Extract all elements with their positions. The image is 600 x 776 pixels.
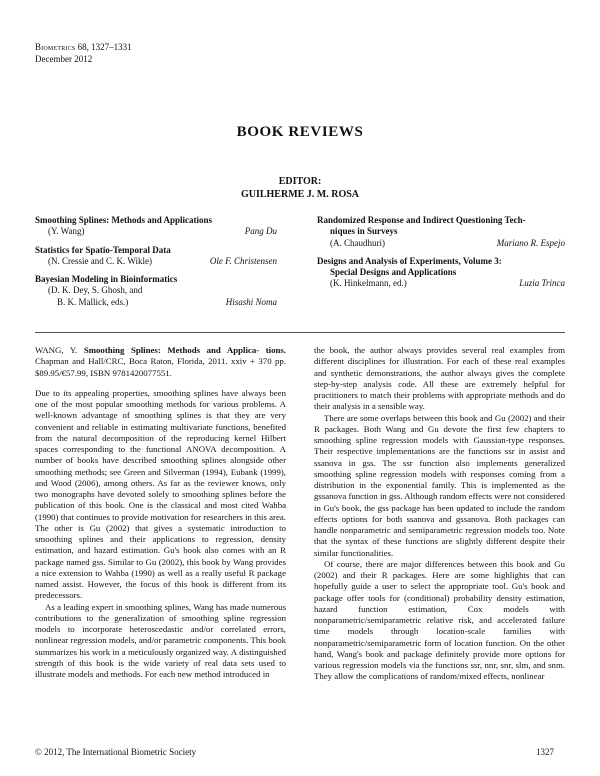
toc-author: (K. Hinkelmann, ed.) bbox=[330, 278, 407, 289]
editor-name: GUILHERME J. M. ROSA bbox=[240, 189, 360, 200]
toc-title: Smoothing Splines: Methods and Applications bbox=[35, 215, 213, 225]
body-right-column bbox=[314, 345, 565, 683]
toc-reviewer: Pang Du bbox=[244, 226, 277, 237]
toc-title: Bayesian Modeling in Bioinformatics bbox=[35, 274, 178, 285]
toc-author: (D. K. Dey, S. Ghosh, and bbox=[48, 285, 143, 296]
toc-entry bbox=[317, 256, 565, 290]
toc-reviewer: Mariano R. Espejo bbox=[496, 237, 565, 248]
toc-title-cont: niques in Surveys bbox=[330, 226, 398, 237]
body-left-column bbox=[35, 345, 286, 680]
citation-author: WANG, Y. bbox=[35, 345, 78, 355]
paragraph: As a leading expert in smoothing splines, Wang has made numerous contributions to the generalization of smoothing spline regression models to incorporate heteroscedastic and/or correlated errors, nonlinear regression models, and/or parametric components. This book summarizes his work in a meticulously organized way. A distinguished strength of this book is the wide variety of real data sets used to illustrate models and methods. For each new method introduced in bbox=[35, 601, 286, 679]
toc-author-cont: B. K. Mallick, eds.) bbox=[57, 296, 129, 307]
toc-author: (N. Cressie and C. K. Wikle) bbox=[48, 255, 152, 266]
volume-pages: 68, 1327–1331 bbox=[77, 42, 132, 52]
paragraph: There are some overlaps between this book and Gu (2002) and their R packages. Both Wang and Gu devote the first few chapters to smoothing spline regression models with Gaussian-type responses. Their respective implementations are the functions ssr in assist and ssanova in gss. The ssr function also implements generalized smoothing spline regression models with responses coming from a distribution in the exponential family. This is implemented as the gssanova function in gss. Although random effects were not considered in Gu's book, the gss package has been updated to include the random effects options for both ssanova and gssanova. Both packages can handle nonparametric and semiparametric regression models too. Note that the syntax of these functions are slightly different despite their similar functionalities. bbox=[314, 412, 565, 558]
section-divider bbox=[35, 332, 565, 333]
toc-title: Designs and Analysis of Experiments, Volume 3: bbox=[317, 255, 502, 266]
journal-header bbox=[35, 41, 132, 65]
toc-reviewer: Ole F. Christensen bbox=[209, 255, 277, 266]
paragraph: the book, the author always provides several real examples from different disciplines for illustration. For each of these real examples and synthetic demonstrations, the author always gives the complete step-by-step analysis code. All these are extremely helpful for practitioners to match their problems with appropriate methods and do their analysis in a sensible way. bbox=[314, 345, 565, 412]
toc-entry bbox=[317, 215, 565, 249]
citation-details: Chapman and Hall/CRC, Boca Raton, Florida, 2011. xxiv + 370 pp. $89.95/€57.99, ISBN 9781420077551. bbox=[35, 356, 286, 378]
journal-name: Biometrics bbox=[35, 42, 76, 52]
paragraph: Of course, there are major differences between this book and Gu (2002) and their R packages. Here are some highlights that can hopefully guide a user to select the appropriate tool. Gu's book and package offer tools for (conditional) probability density estimation, hazard function estimation, Cox models with nonparametric/semiparametric relative risk, and accelerated failure time models through location-scale families with nonparametric/semiparametric form of location function. On the other hand, Wang's book and package definitely provide more options for various regression models via the functions ssr, nnr, snr, slm, and snm. They allow the complications of random/mixed effects, nonlinear bbox=[314, 558, 565, 682]
page-number: 1327 bbox=[536, 747, 554, 757]
toc-title: Statistics for Spatio-Temporal Data bbox=[35, 244, 171, 255]
page-title: BOOK REVIEWS bbox=[236, 124, 364, 140]
toc-entry bbox=[35, 245, 277, 268]
editor-label: EDITOR: bbox=[278, 176, 322, 187]
toc-left bbox=[35, 215, 277, 315]
paragraph: Due to its appealing properties, smoothing splines have always been one of the most popular smoothing methods for various problems. A well-known advantage of smoothing splines is that they are very convenient and reliable in estimating multivariate functions, benefited from the natural decomposition of the reproducing kernel Hilbert spaces corresponding to the functional ANOVA decomposition. A number of books have described smoothing splines alongside other smoothing methods; see Green and Silverman (1994), Eubank (1999), and Wood (2006), among others. As far as the reviewer knows, only two monographs have devoted solely to smoothing splines before the publication of this book. One is the classical and most cited Wahba (1990) that continues to provide motivation for researchers in this area. The other is Gu (2002) that gives a systematic introduction to smoothing splines and their applications to regression, density estimation, and hazard estimation. Gu's book also comes with an R package named gss. Similar to Gu (2002), this book by Wang provides a nice extension to Wahba (1990) as well as a really useful R package named assist. However, the focus of this book is different from its predecessors. bbox=[35, 387, 286, 601]
toc-title: Randomized Response and Indirect Questioning Tech- bbox=[317, 215, 526, 225]
toc-author: (A. Chaudhuri) bbox=[330, 237, 385, 248]
citation-title: Smoothing Splines: Methods and Applica- tions. bbox=[83, 345, 286, 355]
toc-entry bbox=[35, 215, 277, 238]
editor-block bbox=[0, 175, 600, 201]
issue-date: December 2012 bbox=[35, 54, 93, 64]
toc-entry bbox=[35, 274, 277, 308]
review-citation bbox=[35, 345, 286, 379]
toc-reviewer: Hisashi Noma bbox=[225, 296, 277, 307]
toc-reviewer: Luzia Trinca bbox=[519, 278, 565, 289]
copyright-footer: © 2012, The International Biometric Society bbox=[35, 747, 197, 757]
toc-title-cont: Special Designs and Applications bbox=[330, 267, 457, 278]
toc-author: (Y. Wang) bbox=[48, 226, 85, 237]
toc-right bbox=[317, 215, 565, 297]
